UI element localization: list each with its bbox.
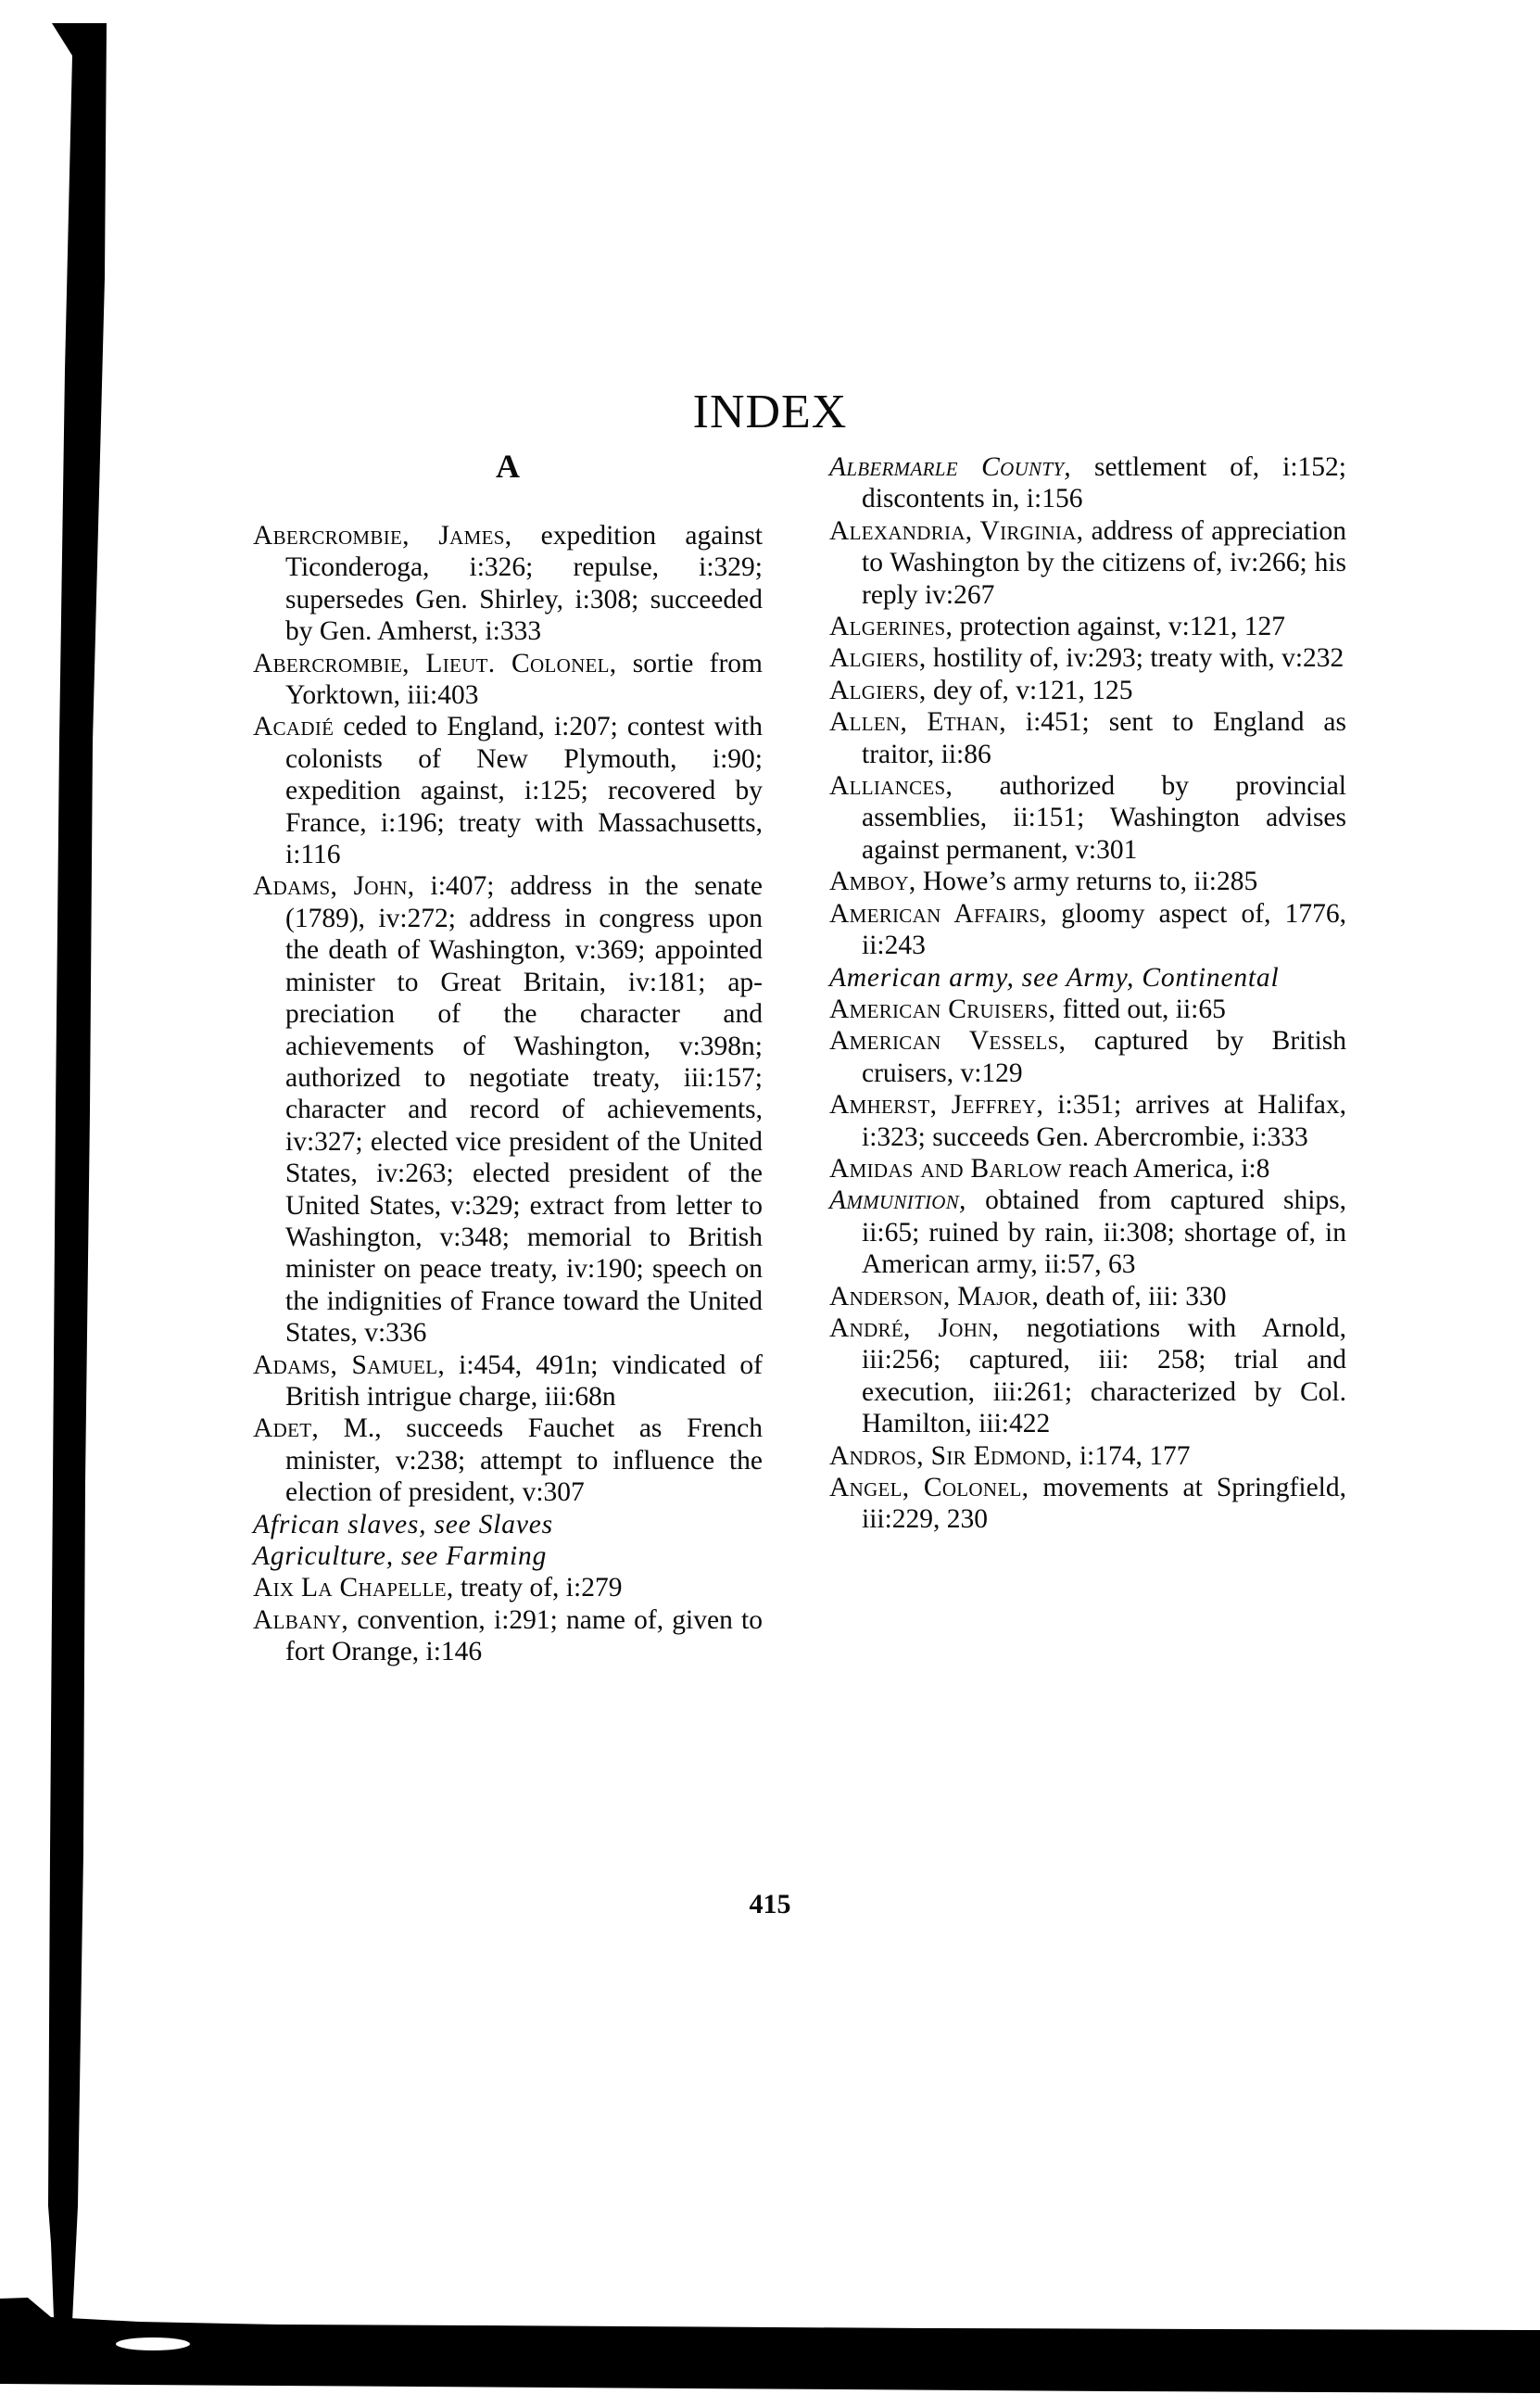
index-references: movements at Springfield, iii:229, 230: [862, 1473, 1346, 1535]
index-references: hostility of, iv:293; treaty with, v:232: [926, 643, 1344, 674]
index-term: American Cruisers,: [829, 994, 1056, 1024]
index-entry: [253, 1413, 763, 1508]
index-references: address of appreciation to Washington by the citizens of, iv:266; his reply iv:267: [862, 515, 1346, 610]
index-entry: [253, 520, 763, 648]
index-term: Acadié: [253, 712, 335, 742]
index-entry: [829, 1440, 1346, 1472]
index-term: Amidas and Barlow: [829, 1153, 1062, 1184]
index-references: negotiations with Arnold, iii:256; captured, iii: 258; trial and execution, iii:261; characterized by Col. Hamilton, iii:422: [862, 1312, 1347, 1439]
index-references: i:407; address in the senate (1789), iv:272; address in congress upon the death of Washington, v:369; appointed minister to Great Britain, iv:181; appreciation of the character and achievements of Washington, v:398n; authorized to negotiate treaty, iii:157; character and record of achievements, iv:327; elected vice president of the United States, iv:263; elected president of the United States, v:329; extract from letter to Washington, v:348; memorial to British minister on peace treaty, iv:190; speech on the indignities of France toward the United States, v:336: [285, 871, 763, 1349]
index-term: Algiers,: [829, 643, 927, 674]
cross-reference: American army, see Army, Continental: [829, 962, 1280, 993]
index-term: Abercrombie, Lieut. Colonel,: [253, 648, 617, 678]
index-entry: [253, 1349, 763, 1413]
index-references: captured by British cruisers, v:129: [862, 1026, 1346, 1088]
index-entry: [829, 1025, 1346, 1089]
index-references: i:351; arrives at Halifax, i:323; succeeds Gen. Abercrombie, i:333: [862, 1090, 1346, 1152]
index-term: American Affairs,: [829, 898, 1048, 929]
index-entry: [253, 1540, 763, 1572]
index-references: Howe’s army returns to, ii:285: [915, 867, 1258, 897]
index-references: death of, iii: 330: [1039, 1281, 1227, 1311]
index-entry: [829, 515, 1346, 611]
index-references: settlement of, i:152; discontents in, i:156: [862, 452, 1346, 514]
index-references: ceded to England, i:207; contest with colonists of New Plymouth, i:90; expedition against, i:125; recovered by France, i:196; treaty with Massachusetts, i:116: [285, 712, 763, 870]
index-entry: [829, 1153, 1346, 1184]
index-term: Adet,: [253, 1413, 319, 1444]
index-entry: [829, 1184, 1346, 1280]
page-number: 415: [749, 1889, 791, 1919]
index-term: André, John,: [829, 1312, 1000, 1343]
cross-reference: African slaves, see Slaves: [253, 1509, 553, 1539]
index-entry: [829, 898, 1346, 962]
index-references: gloomy aspect of, 1776, ii:243: [862, 898, 1346, 961]
index-term: Ammunition,: [829, 1185, 966, 1216]
index-entry: [829, 675, 1346, 706]
index-entry: [829, 451, 1346, 515]
index-entry: [829, 1312, 1346, 1440]
section-letter-heading: A: [496, 448, 520, 485]
index-entry: [829, 706, 1346, 770]
index-term: Adams, John,: [253, 871, 415, 902]
index-entry: [829, 1281, 1346, 1312]
index-entry: [829, 1472, 1346, 1536]
index-references: M., succeeds Fauchet as French minister, v:238; attempt to influence the election of president, v:307: [285, 1413, 763, 1508]
index-term: Algiers,: [829, 675, 927, 705]
left-binding-shadow: [48, 23, 107, 2322]
index-entry: [253, 1604, 763, 1668]
page-title: INDEX: [692, 385, 848, 438]
index-term: Abercrombie, James,: [253, 521, 512, 551]
index-term: Angel, Colonel,: [829, 1473, 1029, 1502]
index-term: Allen, Ethan,: [829, 707, 1006, 738]
index-references: protection against, v:121, 127: [953, 612, 1286, 642]
index-entry: [829, 866, 1346, 897]
index-column-right: [829, 451, 1346, 1536]
index-term: Amherst, Jeffrey,: [829, 1090, 1044, 1121]
index-references: dey of, v:121, 125: [926, 675, 1133, 705]
index-references: authorized by provincial assemblies, ii:151; Washington advises against permanent, v:301: [862, 771, 1346, 865]
index-references: convention, i:291; name of, given to fort Orange, i:146: [285, 1604, 763, 1667]
index-references: obtained from captured ships, ii:65; ruined by rain, ii:308; shortage of, in American army, ii:57, 63: [862, 1185, 1346, 1280]
index-entry: [253, 1572, 763, 1603]
index-term: Albermarle County,: [829, 452, 1071, 482]
index-term: Adams, Samuel,: [253, 1349, 446, 1380]
index-entry: [253, 1509, 763, 1540]
index-term: Alexandria, Virginia,: [829, 515, 1084, 546]
index-term: Albany,: [253, 1604, 349, 1635]
cross-reference: Agriculture, see Farming: [253, 1541, 548, 1571]
index-references: i:451; sent to England as traitor, ii:86: [862, 707, 1347, 769]
index-references: reach America, i:8: [1062, 1153, 1270, 1184]
index-term: Amboy,: [829, 867, 916, 897]
bottom-binding-shadow: [0, 2298, 1540, 2393]
index-entry: [829, 962, 1346, 994]
index-entry: [253, 870, 763, 1349]
index-term: Andros, Sir Edmond,: [829, 1440, 1073, 1471]
index-references: expedition against Ticonderoga, i:326; repulse, i:329; supersedes Gen. Shirley, i:308; succeeded by Gen. Amherst, i:333: [285, 521, 763, 647]
index-entry: [829, 994, 1346, 1025]
index-references: sortie from Yorktown, iii:403: [285, 648, 764, 711]
index-term: Anderson, Major,: [829, 1281, 1040, 1311]
index-references: treaty of, i:279: [453, 1573, 623, 1603]
index-references: fitted out, ii:65: [1055, 994, 1226, 1024]
index-term: American Vessels,: [829, 1026, 1067, 1057]
index-references: i:174, 177: [1072, 1440, 1191, 1471]
index-column-left: [253, 520, 763, 1668]
index-term: Alliances,: [829, 771, 953, 802]
index-entry: [829, 642, 1346, 674]
index-term: Aix La Chapelle,: [253, 1573, 454, 1603]
index-entry: [829, 770, 1346, 866]
index-entry: [829, 1089, 1346, 1153]
index-entry: [253, 711, 763, 870]
index-entry: [829, 611, 1346, 642]
index-term: Algerines,: [829, 612, 953, 642]
index-entry: [253, 648, 763, 712]
index-references: i:454, 491n; vindicated of British intrigue charge, iii:68n: [285, 1349, 763, 1412]
scan-artifact: [116, 2337, 190, 2350]
